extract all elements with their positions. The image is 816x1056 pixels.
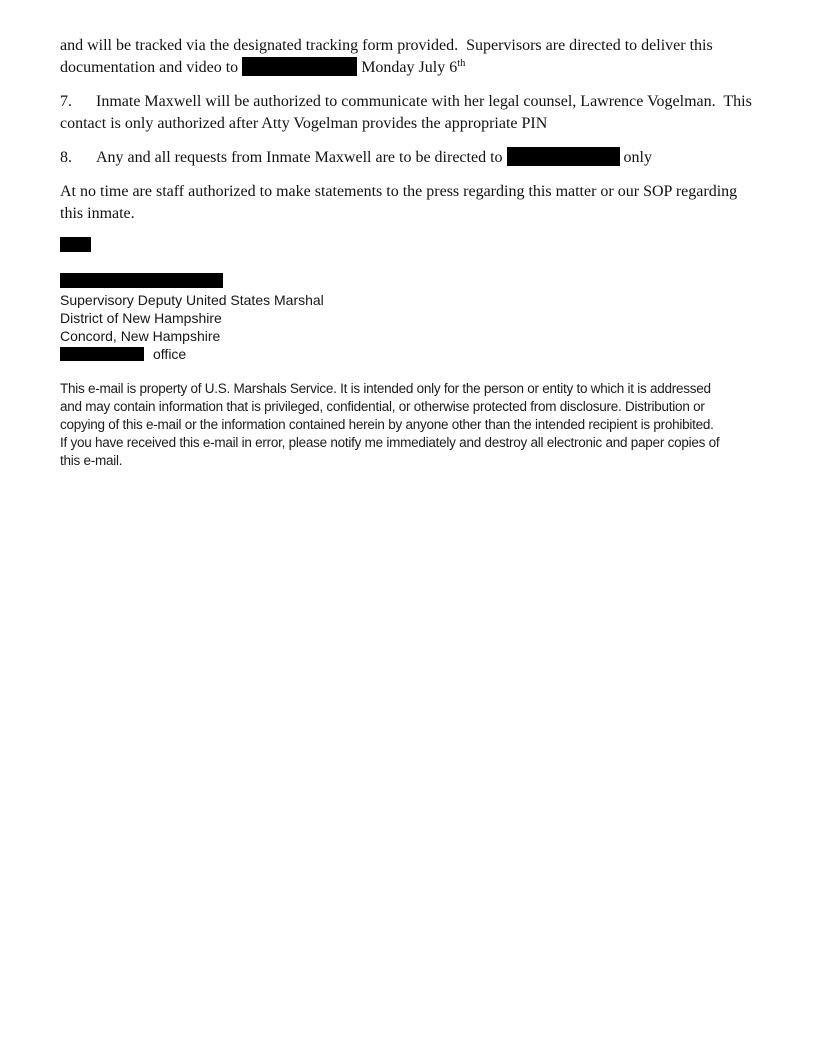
disclaimer-line-5: this e-mail. <box>60 453 123 468</box>
redaction-bar-phone-number <box>60 347 144 361</box>
disclaimer-line-4: If you have received this e-mail in error, please notify me immediately and destroy all electronic and paper copies of <box>60 435 720 450</box>
item-8-text-before: Any and all requests from Inmate Maxwell are to be directed to <box>96 149 507 166</box>
signature-phone-line <box>60 345 776 363</box>
numbered-item-7 <box>60 91 776 135</box>
disclaimer-line-1: This e-mail is property of U.S. Marshals Service. It is intended only for the person or entity to which it is addressed <box>60 381 711 396</box>
paragraph-tracking-line-1: and will be tracked via the designated tracking form provided. Supervisors are directed to deliver this <box>60 37 713 54</box>
document-content <box>0 0 816 470</box>
numbered-item-8 <box>60 147 776 169</box>
item-7-line-2: contact is only authorized after Atty Vogelman provides the appropriate PIN <box>60 115 548 132</box>
paragraph-tracking-line-2 <box>60 57 776 79</box>
disclaimer-line-2: and may contain information that is privileged, confidential, or otherwise protected from disclosure. Distribution or <box>60 399 705 414</box>
item-8-text-after: only <box>619 149 652 166</box>
redaction-bar-closing <box>60 237 91 252</box>
item-7-number: 7. <box>60 93 72 110</box>
email-disclaimer <box>60 380 776 470</box>
item-8-line-1 <box>60 147 776 169</box>
signature-city: Concord, New Hampshire <box>60 328 221 344</box>
disclaimer-line-3: copying of this e-mail or the information contained herein by anyone other than the intended recipient is prohibited. <box>60 417 714 432</box>
paragraph-tracking-line-2-text: documentation and video to <box>60 59 243 76</box>
item-7-line-1 <box>60 91 776 113</box>
paragraph-press-policy <box>60 181 776 225</box>
paragraph-tracking-line-2-date: Monday July 6 <box>357 59 458 76</box>
superscript-th: th <box>457 58 466 69</box>
redaction-bar-directed-to <box>507 147 620 166</box>
item-7-line-1-text: Inmate Maxwell will be authorized to communicate with her legal counsel, Lawrence Vogelman. This <box>96 93 752 110</box>
signature-district: District of New Hampshire <box>60 310 222 326</box>
paragraph-tracking <box>60 35 776 79</box>
redaction-bar-recipient <box>242 57 357 76</box>
paragraph-press-line-1: At no time are staff authorized to make statements to the press regarding this matter or our SOP regarding <box>60 183 738 200</box>
paragraph-press-line-2: this inmate. <box>60 205 135 222</box>
redaction-bar-signature-name <box>60 273 223 288</box>
signature-office-label: office <box>153 346 187 362</box>
signature-block <box>60 291 776 363</box>
signature-title: Supervisory Deputy United States Marshal <box>60 292 324 308</box>
item-8-number: 8. <box>60 149 72 166</box>
